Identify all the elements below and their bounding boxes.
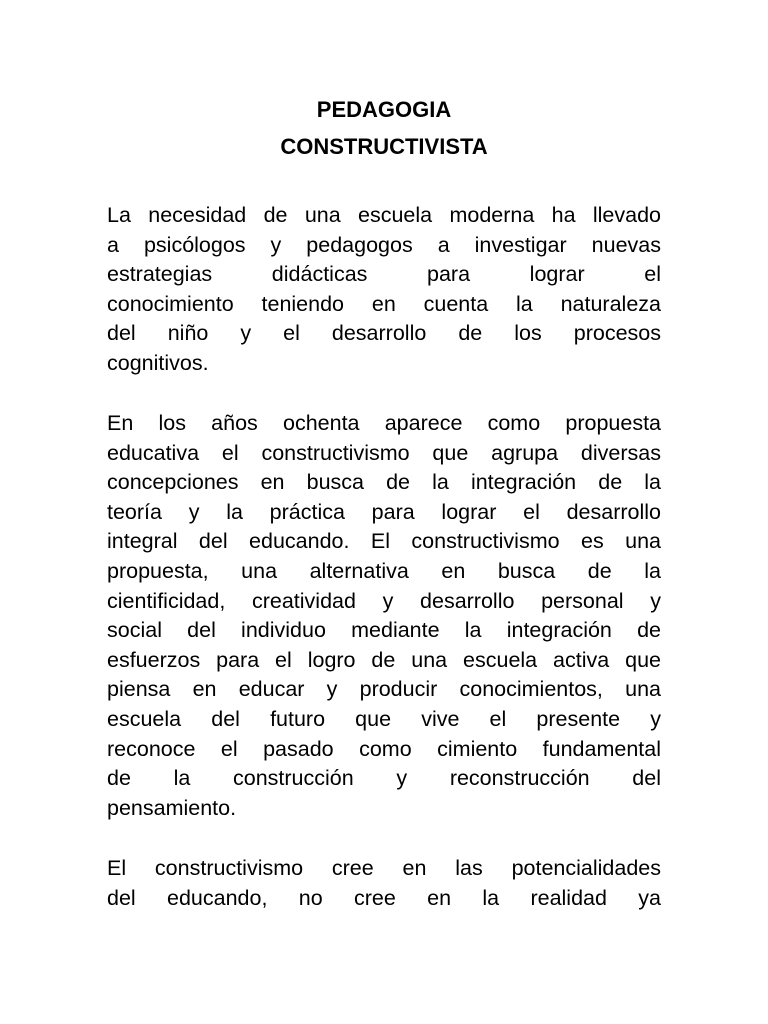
text-line: cognitivos.: [107, 350, 209, 375]
paragraph-1: [107, 201, 661, 379]
text-line: social del individuo mediante la integración de: [107, 618, 661, 643]
text-line: del educando, no cree en la realidad ya: [107, 885, 661, 910]
text-line: a psicólogos y pedagogos a investigar nuevas: [107, 232, 661, 257]
text-line: El constructivismo cree en las potencialidades: [107, 856, 661, 880]
text-line: propuesta, una alternativa en busca de la: [107, 558, 661, 583]
document-title-line-2: CONSTRUCTIVISTA: [280, 134, 488, 159]
text-line: educativa el constructivismo que agrupa diversas: [107, 440, 661, 465]
text-line: conocimiento teniendo en cuenta la naturaleza: [107, 291, 661, 316]
text-line: del niño y el desarrollo de los procesos: [107, 321, 661, 346]
text-line: estrategias didácticas para lograr el: [107, 262, 661, 287]
document-title-line-1: PEDAGOGIA: [316, 97, 452, 122]
text-line: concepciones en busca de la integración de la: [107, 470, 661, 495]
text-line: piensa en educar y producir conocimientos, una: [107, 677, 661, 702]
text-line: reconoce el pasado como cimiento fundamental: [107, 736, 661, 761]
text-line: La necesidad de una escuela moderna ha llevado: [107, 203, 661, 227]
text-line: esfuerzos para el logro de una escuela activa que: [107, 647, 661, 672]
text-line: En los años ochenta aparece como propuesta: [107, 411, 661, 435]
text-line: teoría y la práctica para lograr el desarrollo: [107, 499, 661, 524]
paragraph-3: [107, 854, 661, 913]
paragraph-2: [107, 409, 661, 823]
text-line: pensamiento.: [107, 795, 237, 820]
text-line: de la construcción y reconstrucción del: [107, 766, 661, 791]
text-line: integral del educando. El constructivismo es una: [107, 529, 661, 554]
text-line: cientificidad, creatividad y desarrollo personal y: [107, 588, 661, 613]
text-line: escuela del futuro que vive el presente y: [107, 706, 661, 731]
